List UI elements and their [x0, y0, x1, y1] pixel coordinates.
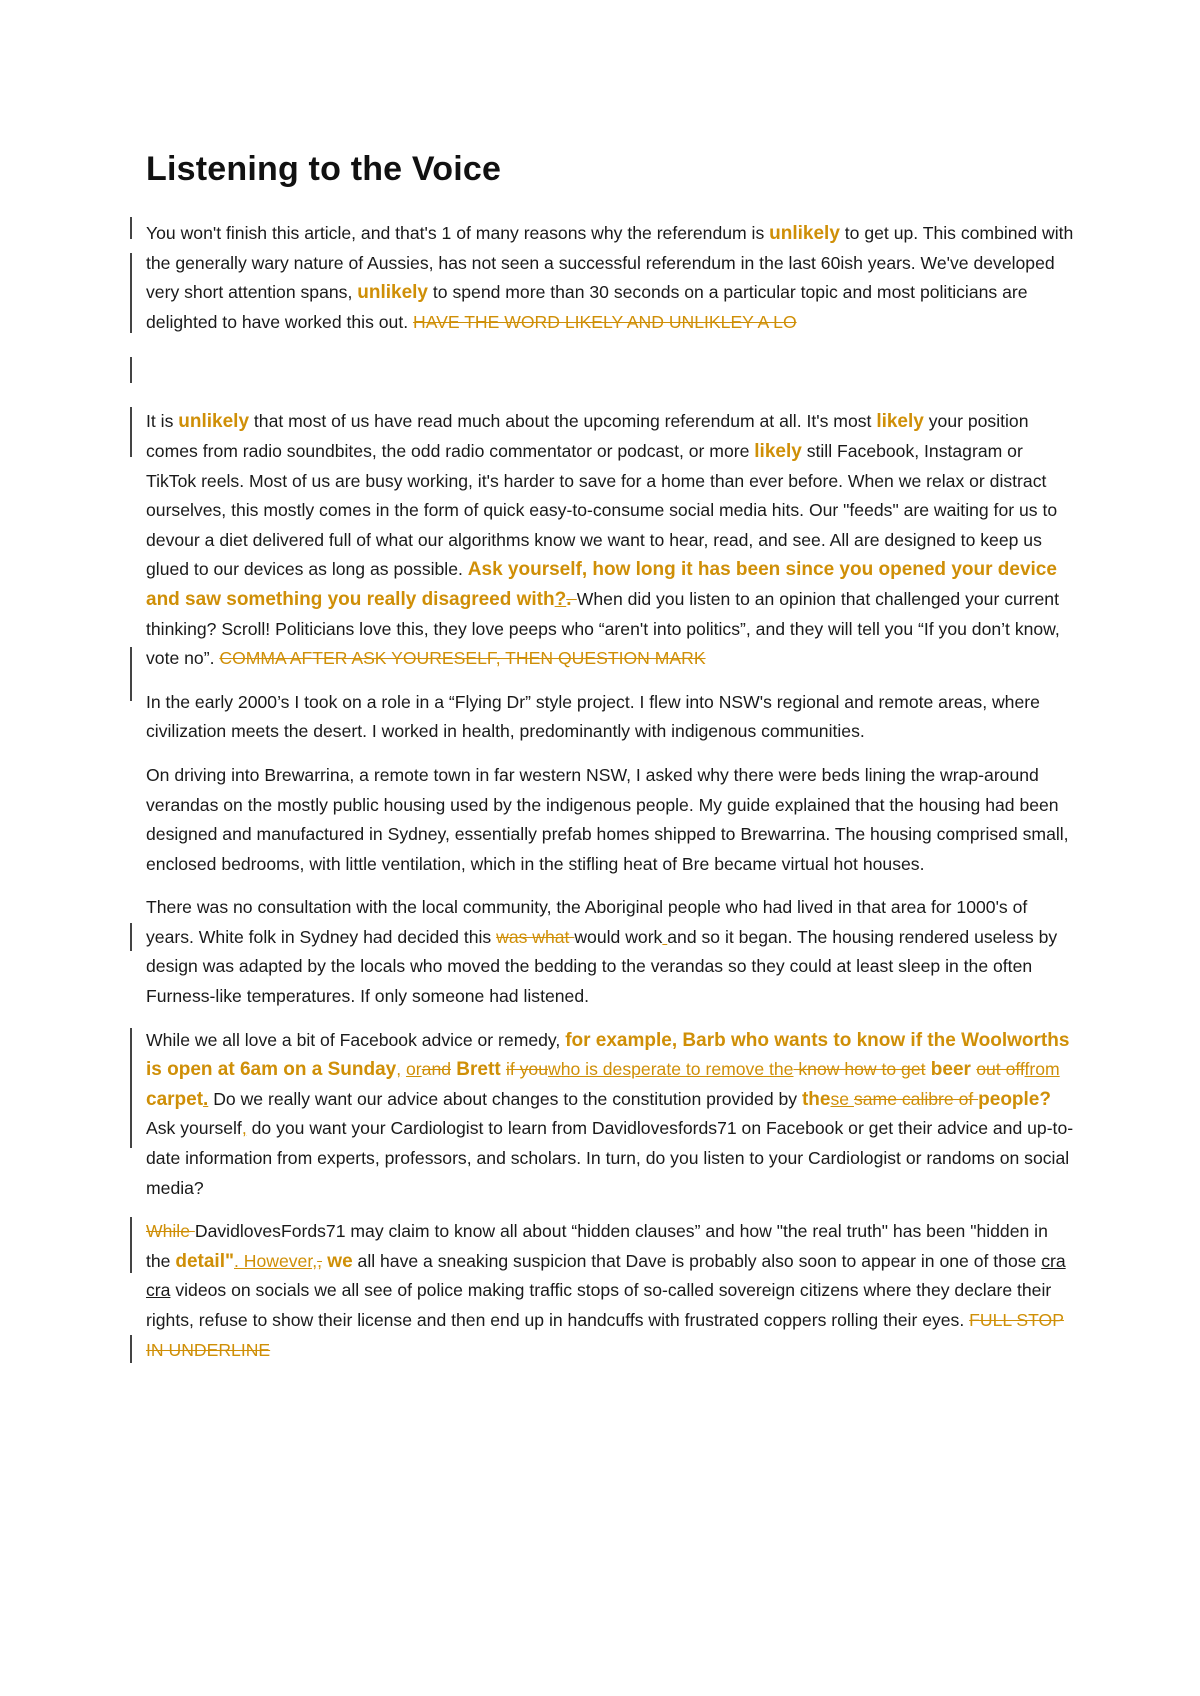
highlight-text: people? [978, 1088, 1051, 1110]
deleted-text: FULL STOP IN UNDERLINE [146, 1310, 1064, 1360]
change-bar [130, 253, 132, 333]
text: It is [146, 411, 179, 432]
paragraph-6 [146, 1026, 1076, 1204]
highlight-text: Ask yourself [467, 559, 582, 581]
change-bar [130, 923, 132, 951]
deleted-text: COMMA AFTER ASK YOURESELF, THEN QUESTION MARK [219, 648, 706, 669]
text: You won't finish this article, and that's 1 of many reasons why the referendum is [146, 223, 770, 243]
highlight-text: beer [925, 1059, 977, 1081]
text: While we all love a bit of Facebook advice or remedy, [146, 1029, 566, 1050]
document-page [146, 150, 1076, 1379]
deleted-text: . [566, 588, 577, 610]
highlight-text: we [322, 1250, 353, 1272]
text: There was no consultation with the local community, the Aboriginal people who had lived in that area for 1000's of years. White folk in Sydney had decided this [146, 897, 1028, 947]
highlight-text: likely [754, 440, 802, 462]
text: Do we really want our advice about changes to the constitution provided by [208, 1088, 802, 1109]
deleted-text: While [146, 1221, 195, 1242]
deleted-text: know how to get [793, 1059, 926, 1080]
text: DavidlovesFords71 may claim to know all about “hidden clauses” and how "the real truth" has been "hidden in the [146, 1221, 1048, 1271]
text: still Facebook, Instagram or TikTok reels. Most of us are busy working, it's harder to save for a home than ever before. When we relax or distract ourselves, this mostly comes in the form of quick easy-to-consume social media hits. Our "feeds" are waiting for us to devour a diet delivered full of what our algorithms know we want to hear, read, and see. All are designed to keep us glued to our devices as long as possible. [146, 440, 1058, 580]
highlight-text: likely [876, 411, 924, 433]
paragraph-5 [146, 893, 1076, 1011]
inserted-text: ? [554, 588, 567, 610]
paragraph-7 [146, 1217, 1076, 1365]
change-bar [130, 357, 132, 383]
change-bar [130, 673, 132, 701]
highlight-text: the [801, 1088, 831, 1110]
underlined-text: cra cra [146, 1250, 1066, 1301]
change-bar [130, 407, 132, 457]
highlight-text: unlikely [178, 411, 250, 433]
paragraph-3: In the early 2000’s I took on a role in a “Flying Dr” style project. I flew into NSW's regional and remote areas, where civilization meets the desert. I worked in health, predominantly with indigenous communities. [146, 691, 1040, 742]
text: videos on socials we all see of police making traffic stops of so-called sovereign citizens where they declare their rights, refuse to show their license and then end up in handcuffs with frustrated coppers rolling their eyes. [146, 1280, 1052, 1330]
inserted-text: , [671, 1029, 678, 1051]
highlight-text: unlikely [357, 282, 428, 304]
highlight-text: carpet [146, 1088, 204, 1110]
highlight-text: unlikely [769, 223, 840, 244]
inserted-text: . However, [234, 1250, 318, 1271]
highlight-text: how long it has been since you opened your device and saw something you really disagreed with [146, 559, 1057, 610]
text: all have a sneaking suspicion that Dave is probably also soon to appear in one of those [352, 1250, 1042, 1271]
text: do you want your Cardiologist to learn from Davidlovesfords71 on Facebook or get their advice and up-to-date information from experts, professors, and scholars. In turn, do you listen to your Cardiologist or randoms on social media? [146, 1118, 1074, 1198]
document-title: Listening to the Voice [146, 150, 502, 188]
inserted-text: who is desperate to remove the [548, 1059, 794, 1080]
empty-paragraph [146, 351, 1076, 393]
text: to spend more than 30 seconds on a particular topic and most politicians are delighted to have worked this out. [146, 282, 1028, 332]
inserted-text: , [396, 1059, 402, 1080]
inserted-text: se [830, 1088, 854, 1109]
deleted-text: same calibre of [853, 1088, 979, 1109]
change-bar [130, 1335, 132, 1363]
change-bar [130, 647, 132, 675]
text: would work [574, 926, 663, 947]
text: that most of us have read much about the upcoming referendum at all. It's most [249, 411, 877, 432]
inserted-text: . [203, 1088, 209, 1110]
text: your position comes from radio soundbites, the odd radio commentator or podcast, or more [146, 411, 1029, 461]
highlight-text: for example [565, 1029, 672, 1051]
text: and so it began. The housing rendered useless by design was adapted by the locals who moved the bedding to the verandas so they could at least sleep in the often Furness-like temperatures. If only someone had listened. [146, 926, 1058, 1007]
text: Ask yourself [146, 1118, 242, 1139]
inserted-text: from [1024, 1059, 1060, 1080]
deleted-text: out off [976, 1059, 1025, 1080]
deleted-text: HAVE THE WORD LIKELY AND UNLIKLEY A LO [413, 311, 797, 332]
change-bar [130, 1217, 132, 1273]
paragraph-1 [146, 219, 1076, 337]
text: to get up. This combined with the generally wary nature of Aussies, has not seen a successful referendum in the last 60ish years. We've developed very short attention spans, [146, 223, 1074, 303]
change-bar [130, 217, 132, 239]
deleted-text: was what [496, 926, 575, 947]
paragraph-4: On driving into Brewarrina, a remote town in far western NSW, I asked why there were beds lining the wrap-around verandas on the mostly public housing used by the indigenous people. My guide explained that the housing had been designed and manufactured in Sydney, essentially prefab homes shipped to Brewarrina. The housing comprised small, enclosed bedrooms, with little ventilation, which in the stifling heat of Bre became virtual hot houses. [146, 764, 1069, 874]
change-bar [130, 1028, 132, 1148]
text: When did you listen to an opinion that challenged your current thinking? Scroll! Politicians love this, they love peeps who “aren't into politics”, and they will tell you “If you don’t know, vote no”. [146, 588, 1060, 669]
inserted-text: , [241, 1118, 247, 1139]
paragraph-2 [146, 407, 1076, 673]
deleted-text: and [421, 1059, 452, 1080]
deleted-text: , [317, 1250, 323, 1271]
highlight-text: detail" [175, 1250, 234, 1272]
highlight-text: Barb who wants to know if the Woolworths is open at 6am on a Sunday [146, 1029, 1070, 1081]
inserted-text: or [406, 1059, 422, 1080]
deleted-text: if you [505, 1059, 548, 1080]
inserted-text: , [581, 559, 588, 581]
highlight-text: Brett [451, 1059, 506, 1081]
